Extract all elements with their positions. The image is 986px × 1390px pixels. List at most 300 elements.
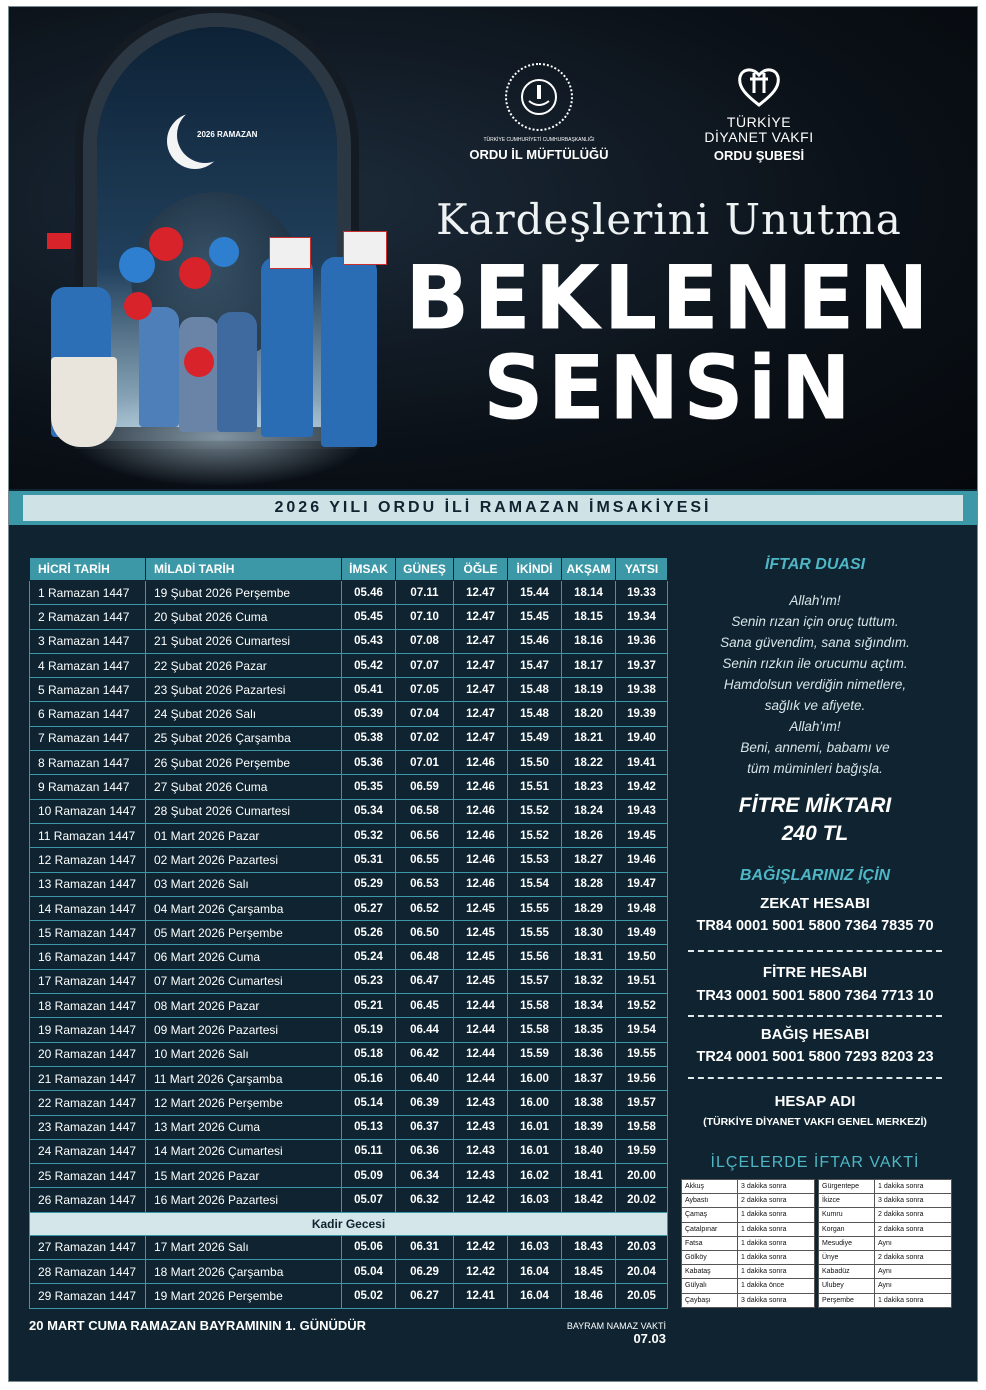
ikindi-time: 15.47 xyxy=(508,653,562,677)
yatsi-time: 19.57 xyxy=(616,1091,668,1115)
ilce-name: Gölköy xyxy=(682,1250,738,1264)
gunes-time: 06.40 xyxy=(396,1066,454,1090)
hero-section xyxy=(9,7,977,489)
ogle-time: 12.47 xyxy=(454,702,508,726)
imsak-time: 05.13 xyxy=(342,1115,396,1139)
miladi-date: 16 Mart 2026 Pazartesi xyxy=(146,1188,342,1212)
hicri-date: 13 Ramazan 1447 xyxy=(30,872,146,896)
yatsi-time: 19.39 xyxy=(616,702,668,726)
zekat-account-title: ZEKAT HESABI xyxy=(760,895,870,912)
ikindi-time: 16.01 xyxy=(508,1115,562,1139)
ilce-name: Aybastı xyxy=(682,1194,738,1208)
volunteer-skirt xyxy=(51,357,117,447)
aksam-time: 18.41 xyxy=(562,1164,616,1188)
muftuluk-subtitle: TÜRKİYE CUMHURİYETİ CUMHURBAŞKANLIĞI xyxy=(483,137,595,143)
dua-line: Allah'ım! xyxy=(789,719,841,734)
table-row xyxy=(30,1018,668,1042)
miladi-date: 19 Mart 2026 Perşembe xyxy=(146,1284,342,1308)
table-row xyxy=(30,969,668,993)
ilce-name: Çamaş xyxy=(682,1208,738,1222)
ikindi-time: 15.46 xyxy=(508,629,562,653)
miladi-date: 06 Mart 2026 Cuma xyxy=(146,945,342,969)
table-row xyxy=(30,1235,668,1259)
gunes-time: 06.56 xyxy=(396,823,454,847)
moon-label: 2026 RAMAZAN xyxy=(197,130,258,139)
aksam-time: 18.34 xyxy=(562,994,616,1018)
gunes-time: 06.29 xyxy=(396,1260,454,1284)
hicri-date: 26 Ramazan 1447 xyxy=(30,1188,146,1212)
table-row xyxy=(30,678,668,702)
aksam-time: 18.15 xyxy=(562,605,616,629)
hicri-date: 12 Ramazan 1447 xyxy=(30,848,146,872)
ilce-offset: Aynı xyxy=(875,1236,952,1250)
table-row xyxy=(30,702,668,726)
yatsi-time: 19.41 xyxy=(616,751,668,775)
miladi-date: 15 Mart 2026 Pazar xyxy=(146,1164,342,1188)
ilce-offset: Aynı xyxy=(875,1279,952,1293)
hicri-date: 21 Ramazan 1447 xyxy=(30,1066,146,1090)
gunes-time: 06.27 xyxy=(396,1284,454,1308)
gunes-time: 06.42 xyxy=(396,1042,454,1066)
imsak-time: 05.07 xyxy=(342,1188,396,1212)
hicri-date: 7 Ramazan 1447 xyxy=(30,726,146,750)
ilce-name: Fatsa xyxy=(682,1236,738,1250)
aksam-time: 18.22 xyxy=(562,751,616,775)
imsak-time: 05.32 xyxy=(342,823,396,847)
ikindi-time: 15.59 xyxy=(508,1042,562,1066)
ilce-row xyxy=(819,1293,952,1307)
ilce-offset: 1 dakika sonra xyxy=(738,1250,815,1264)
ilce-row xyxy=(819,1265,952,1279)
yatsi-time: 19.43 xyxy=(616,799,668,823)
ilce-offset: 1 dakika sonra xyxy=(738,1222,815,1236)
ilce-row xyxy=(682,1279,815,1293)
imsak-time: 05.29 xyxy=(342,872,396,896)
ilce-row xyxy=(682,1293,815,1307)
table-row xyxy=(30,921,668,945)
table-row xyxy=(30,653,668,677)
table-row xyxy=(30,994,668,1018)
aksam-time: 18.40 xyxy=(562,1139,616,1163)
hicri-date: 2 Ramazan 1447 xyxy=(30,605,146,629)
aid-box xyxy=(269,237,311,269)
table-row xyxy=(30,1091,668,1115)
ogle-time: 12.42 xyxy=(454,1188,508,1212)
aksam-time: 18.16 xyxy=(562,629,616,653)
gunes-time: 07.05 xyxy=(396,678,454,702)
imsak-time: 05.26 xyxy=(342,921,396,945)
diyanet-vakfi-logo xyxy=(669,63,849,163)
yatsi-time: 19.38 xyxy=(616,678,668,702)
miladi-date: 25 Şubat 2026 Çarşamba xyxy=(146,726,342,750)
ogle-time: 12.44 xyxy=(454,1018,508,1042)
ilce-offset: 1 dakika sonra xyxy=(738,1265,815,1279)
table-row xyxy=(30,1115,668,1139)
ilce-row xyxy=(819,1180,952,1194)
ogle-time: 12.44 xyxy=(454,994,508,1018)
table-row xyxy=(30,1284,668,1308)
gunes-time: 06.34 xyxy=(396,1164,454,1188)
aksam-time: 18.30 xyxy=(562,921,616,945)
imsak-time: 05.42 xyxy=(342,653,396,677)
ilce-offset: 3 dakika sonra xyxy=(738,1293,815,1307)
table-row xyxy=(30,775,668,799)
gunes-time: 07.02 xyxy=(396,726,454,750)
miladi-date: 07 Mart 2026 Cumartesi xyxy=(146,969,342,993)
imsak-time: 05.09 xyxy=(342,1164,396,1188)
hicri-date: 9 Ramazan 1447 xyxy=(30,775,146,799)
imsak-time: 05.06 xyxy=(342,1235,396,1259)
aksam-time: 18.43 xyxy=(562,1235,616,1259)
child-figure xyxy=(217,312,257,432)
imsak-time: 05.14 xyxy=(342,1091,396,1115)
miladi-date: 22 Şubat 2026 Pazar xyxy=(146,653,342,677)
iftar-duasi-title: İFTAR DUASI xyxy=(764,556,866,573)
miladi-date: 27 Şubat 2026 Cuma xyxy=(146,775,342,799)
ikindi-time: 15.55 xyxy=(508,896,562,920)
hicri-date: 16 Ramazan 1447 xyxy=(30,945,146,969)
hicri-date: 6 Ramazan 1447 xyxy=(30,702,146,726)
table-row xyxy=(30,726,668,750)
table-header-row xyxy=(30,558,668,581)
divider xyxy=(688,950,942,952)
ilce-offset: 1 dakika sonra xyxy=(738,1208,815,1222)
ikindi-time: 16.01 xyxy=(508,1139,562,1163)
ilce-row xyxy=(819,1236,952,1250)
ilce-row xyxy=(682,1250,815,1264)
vakif-branch: ORDU ŞUBESİ xyxy=(713,148,805,163)
kadir-gecesi-label: Kadir Gecesi xyxy=(30,1212,668,1235)
ilce-offset: Aynı xyxy=(875,1265,952,1279)
gunes-time: 06.37 xyxy=(396,1115,454,1139)
gunes-time: 06.47 xyxy=(396,969,454,993)
aksam-time: 18.42 xyxy=(562,1188,616,1212)
ogle-time: 12.44 xyxy=(454,1042,508,1066)
miladi-date: 28 Şubat 2026 Cumartesi xyxy=(146,799,342,823)
yatsi-time: 19.54 xyxy=(616,1018,668,1042)
ogle-time: 12.43 xyxy=(454,1091,508,1115)
gunes-time: 06.39 xyxy=(396,1091,454,1115)
ilce-offset: 1 dakika sonra xyxy=(875,1180,952,1194)
miladi-date: 23 Şubat 2026 Pazartesi xyxy=(146,678,342,702)
ikindi-time: 16.03 xyxy=(508,1188,562,1212)
header-gunes: GÜNEŞ xyxy=(396,558,454,581)
dua-line: Beni, annemi, babamı ve xyxy=(740,740,890,755)
account-name: (TÜRKİYE DİYANET VAKFI GENEL MERKEZİ) xyxy=(703,1116,927,1128)
ikindi-time: 15.52 xyxy=(508,799,562,823)
divider xyxy=(688,1015,942,1017)
aid-box xyxy=(343,231,387,265)
miladi-date: 10 Mart 2026 Salı xyxy=(146,1042,342,1066)
hicri-date: 25 Ramazan 1447 xyxy=(30,1164,146,1188)
gunes-time: 06.32 xyxy=(396,1188,454,1212)
ilce-name: Kabataş xyxy=(682,1265,738,1279)
ikindi-time: 16.03 xyxy=(508,1235,562,1259)
ikindi-time: 15.55 xyxy=(508,921,562,945)
zekat-iban: TR84 0001 5001 5800 7364 7835 70 xyxy=(696,918,934,934)
table-row xyxy=(30,945,668,969)
volunteers-children-illustration xyxy=(29,227,389,472)
table-row xyxy=(30,1066,668,1090)
yatsi-time: 19.37 xyxy=(616,653,668,677)
ilce-name: Gürgentepe xyxy=(819,1180,875,1194)
ogle-time: 12.43 xyxy=(454,1115,508,1139)
imsak-time: 05.04 xyxy=(342,1260,396,1284)
gunes-time: 07.08 xyxy=(396,629,454,653)
table-row xyxy=(30,1260,668,1284)
ilce-offset: 3 dakika sonra xyxy=(738,1180,815,1194)
aksam-time: 18.27 xyxy=(562,848,616,872)
bayram-namaz-time: 07.03 xyxy=(633,1331,666,1346)
account-name-title: HESAP ADI xyxy=(774,1093,856,1110)
gunes-time: 06.55 xyxy=(396,848,454,872)
table-row xyxy=(30,896,668,920)
imsak-time: 05.46 xyxy=(342,581,396,605)
yatsi-time: 20.02 xyxy=(616,1188,668,1212)
imsak-time: 05.19 xyxy=(342,1018,396,1042)
ilce-row xyxy=(682,1236,815,1250)
fitre-amount: 240 TL xyxy=(781,822,849,845)
header-aksam: AKŞAM xyxy=(562,558,616,581)
aksam-time: 18.32 xyxy=(562,969,616,993)
ikindi-time: 15.57 xyxy=(508,969,562,993)
dua-line: Senin rızan için oruç tuttum. xyxy=(731,614,899,629)
ilceler-title: İLÇELERDE İFTAR VAKTİ xyxy=(710,1154,920,1171)
ogle-time: 12.45 xyxy=(454,921,508,945)
yatsi-time: 20.03 xyxy=(616,1235,668,1259)
gunes-time: 06.59 xyxy=(396,775,454,799)
ogle-time: 12.43 xyxy=(454,1164,508,1188)
table-row xyxy=(30,799,668,823)
hicri-date: 15 Ramazan 1447 xyxy=(30,921,146,945)
imsak-time: 05.35 xyxy=(342,775,396,799)
imsak-time: 05.18 xyxy=(342,1042,396,1066)
ilce-row xyxy=(682,1265,815,1279)
miladi-date: 18 Mart 2026 Çarşamba xyxy=(146,1260,342,1284)
ilce-row xyxy=(819,1194,952,1208)
yatsi-time: 19.55 xyxy=(616,1042,668,1066)
balloon xyxy=(209,237,239,267)
hicri-date: 4 Ramazan 1447 xyxy=(30,653,146,677)
aksam-time: 18.37 xyxy=(562,1066,616,1090)
dua-line: Hamdolsun verdiğin nimetlere, xyxy=(723,677,907,692)
yatsi-time: 19.40 xyxy=(616,726,668,750)
bagis-iban: TR24 0001 5001 5800 7293 8203 23 xyxy=(696,1049,934,1065)
table-row xyxy=(30,1188,668,1212)
gunes-time: 07.07 xyxy=(396,653,454,677)
header-imsak: İMSAK xyxy=(342,558,396,581)
dua-line: Allah'ım! xyxy=(789,593,841,608)
ikindi-time: 15.48 xyxy=(508,678,562,702)
ikindi-time: 15.58 xyxy=(508,994,562,1018)
yatsi-time: 19.48 xyxy=(616,896,668,920)
table-row xyxy=(30,1139,668,1163)
fitre-account-title: FİTRE HESABI xyxy=(762,964,868,981)
ilce-name: Akkuş xyxy=(682,1180,738,1194)
ogle-time: 12.47 xyxy=(454,629,508,653)
ogle-time: 12.47 xyxy=(454,605,508,629)
miladi-date: 12 Mart 2026 Perşembe xyxy=(146,1091,342,1115)
miladi-date: 03 Mart 2026 Salı xyxy=(146,872,342,896)
yatsi-time: 20.05 xyxy=(616,1284,668,1308)
ilce-name: Kabadüz xyxy=(819,1265,875,1279)
ikindi-time: 16.00 xyxy=(508,1066,562,1090)
yatsi-time: 19.45 xyxy=(616,823,668,847)
hicri-date: 8 Ramazan 1447 xyxy=(30,751,146,775)
ilce-offset: 1 dakika önce xyxy=(738,1279,815,1293)
ogle-time: 12.45 xyxy=(454,969,508,993)
ikindi-time: 15.45 xyxy=(508,605,562,629)
miladi-date: 01 Mart 2026 Pazar xyxy=(146,823,342,847)
vakif-line2: DİYANET VAKFI xyxy=(704,129,814,145)
yatsi-time: 19.51 xyxy=(616,969,668,993)
header-yatsi: YATSI xyxy=(616,558,668,581)
ikindi-time: 15.52 xyxy=(508,823,562,847)
ilce-offset: 2 dakika sonra xyxy=(875,1250,952,1264)
hicri-date: 18 Ramazan 1447 xyxy=(30,994,146,1018)
bayram-namaz-label: BAYRAM NAMAZ VAKTİ xyxy=(566,1321,666,1331)
imsak-time: 05.11 xyxy=(342,1139,396,1163)
ikindi-time: 15.51 xyxy=(508,775,562,799)
aksam-time: 18.38 xyxy=(562,1091,616,1115)
dua-line: sağlık ve afiyete. xyxy=(764,698,866,713)
miladi-date: 11 Mart 2026 Çarşamba xyxy=(146,1066,342,1090)
ilce-row xyxy=(819,1222,952,1236)
ilce-row xyxy=(819,1279,952,1293)
aksam-time: 18.45 xyxy=(562,1260,616,1284)
ilce-row xyxy=(682,1208,815,1222)
ogle-time: 12.42 xyxy=(454,1235,508,1259)
table-row xyxy=(30,872,668,896)
ilce-offset: 1 dakika sonra xyxy=(738,1236,815,1250)
ilce-name: Perşembe xyxy=(819,1293,875,1307)
aksam-time: 18.21 xyxy=(562,726,616,750)
ilce-name: Çatalpınar xyxy=(682,1222,738,1236)
imsak-time: 05.43 xyxy=(342,629,396,653)
ilce-name: Ünye xyxy=(819,1250,875,1264)
aksam-time: 18.20 xyxy=(562,702,616,726)
title-banner xyxy=(9,491,977,525)
yatsi-time: 19.42 xyxy=(616,775,668,799)
aksam-time: 18.31 xyxy=(562,945,616,969)
volunteer-man xyxy=(321,257,377,447)
ilce-offset: 3 dakika sonra xyxy=(875,1194,952,1208)
hicri-date: 11 Ramazan 1447 xyxy=(30,823,146,847)
ikindi-time: 15.53 xyxy=(508,848,562,872)
ogle-time: 12.45 xyxy=(454,896,508,920)
gunes-time: 07.04 xyxy=(396,702,454,726)
ikindi-time: 15.44 xyxy=(508,581,562,605)
ikindi-time: 16.00 xyxy=(508,1091,562,1115)
ilce-table-right xyxy=(818,1179,952,1308)
header-ogle: ÖĞLE xyxy=(454,558,508,581)
headline-line1: BEKLENEN xyxy=(405,246,933,350)
balloon xyxy=(149,227,183,261)
dua-line: Sana güvendim, sana sığındım. xyxy=(720,635,910,650)
miladi-date: 13 Mart 2026 Cuma xyxy=(146,1115,342,1139)
aksam-time: 18.14 xyxy=(562,581,616,605)
header-hicri: HİCRİ TARİH xyxy=(30,558,146,581)
header-miladi: MİLADİ TARİH xyxy=(146,558,342,581)
muftuluk-logo xyxy=(449,63,629,162)
fitre-iban: TR43 0001 5001 5800 7364 7713 10 xyxy=(696,988,934,1004)
ilce-row xyxy=(819,1208,952,1222)
gunes-time: 07.10 xyxy=(396,605,454,629)
yatsi-time: 19.34 xyxy=(616,605,668,629)
hicri-date: 22 Ramazan 1447 xyxy=(30,1091,146,1115)
yatsi-time: 20.04 xyxy=(616,1260,668,1284)
hicri-date: 1 Ramazan 1447 xyxy=(30,581,146,605)
ogle-time: 12.44 xyxy=(454,1066,508,1090)
imsak-time: 05.38 xyxy=(342,726,396,750)
ikindi-time: 16.02 xyxy=(508,1164,562,1188)
bayram-note: 20 MART CUMA RAMAZAN BAYRAMININ 1. GÜNÜDÜR xyxy=(29,1318,367,1333)
yatsi-time: 19.52 xyxy=(616,994,668,1018)
ilce-row xyxy=(682,1180,815,1194)
gunes-time: 06.44 xyxy=(396,1018,454,1042)
ilce-row xyxy=(819,1250,952,1264)
miladi-date: 14 Mart 2026 Cumartesi xyxy=(146,1139,342,1163)
hicri-date: 27 Ramazan 1447 xyxy=(30,1235,146,1259)
balloon xyxy=(124,292,152,320)
ikindi-time: 15.50 xyxy=(508,751,562,775)
ikindi-time: 15.56 xyxy=(508,945,562,969)
gunes-time: 06.31 xyxy=(396,1235,454,1259)
gunes-time: 07.01 xyxy=(396,751,454,775)
ilce-name: Korgan xyxy=(819,1222,875,1236)
imsak-time: 05.27 xyxy=(342,896,396,920)
aksam-time: 18.23 xyxy=(562,775,616,799)
yatsi-time: 19.33 xyxy=(616,581,668,605)
imsak-time: 05.45 xyxy=(342,605,396,629)
gunes-time: 06.45 xyxy=(396,994,454,1018)
yatsi-time: 19.49 xyxy=(616,921,668,945)
aksam-time: 18.24 xyxy=(562,799,616,823)
imsak-time: 05.02 xyxy=(342,1284,396,1308)
ilce-row xyxy=(682,1222,815,1236)
dua-line: tüm müminleri bağışla. xyxy=(747,761,883,776)
ilce-table-left xyxy=(681,1179,815,1308)
miladi-date: 17 Mart 2026 Salı xyxy=(146,1235,342,1259)
gunes-time: 06.58 xyxy=(396,799,454,823)
table-row xyxy=(30,629,668,653)
imsak-time: 05.16 xyxy=(342,1066,396,1090)
hicri-date: 24 Ramazan 1447 xyxy=(30,1139,146,1163)
yatsi-time: 19.58 xyxy=(616,1115,668,1139)
ikindi-time: 15.48 xyxy=(508,702,562,726)
vakif-line1: TÜRKİYE xyxy=(726,114,792,130)
aksam-time: 18.19 xyxy=(562,678,616,702)
ogle-time: 12.46 xyxy=(454,823,508,847)
imsak-time: 05.23 xyxy=(342,969,396,993)
ogle-time: 12.45 xyxy=(454,945,508,969)
ikindi-time: 15.49 xyxy=(508,726,562,750)
ilce-name: Kumru xyxy=(819,1208,875,1222)
hicri-date: 10 Ramazan 1447 xyxy=(30,799,146,823)
table-row xyxy=(30,1042,668,1066)
yatsi-time: 19.36 xyxy=(616,629,668,653)
aksam-time: 18.39 xyxy=(562,1115,616,1139)
presidency-emblem-icon xyxy=(505,63,573,131)
yatsi-time: 20.00 xyxy=(616,1164,668,1188)
ogle-time: 12.46 xyxy=(454,872,508,896)
hicri-date: 29 Ramazan 1447 xyxy=(30,1284,146,1308)
divider xyxy=(688,1077,942,1079)
fitre-title: FİTRE MİKTARI xyxy=(738,794,892,817)
slogan: Kardeşlerini Unutma xyxy=(436,195,902,244)
ogle-time: 12.47 xyxy=(454,726,508,750)
aksam-time: 18.28 xyxy=(562,872,616,896)
